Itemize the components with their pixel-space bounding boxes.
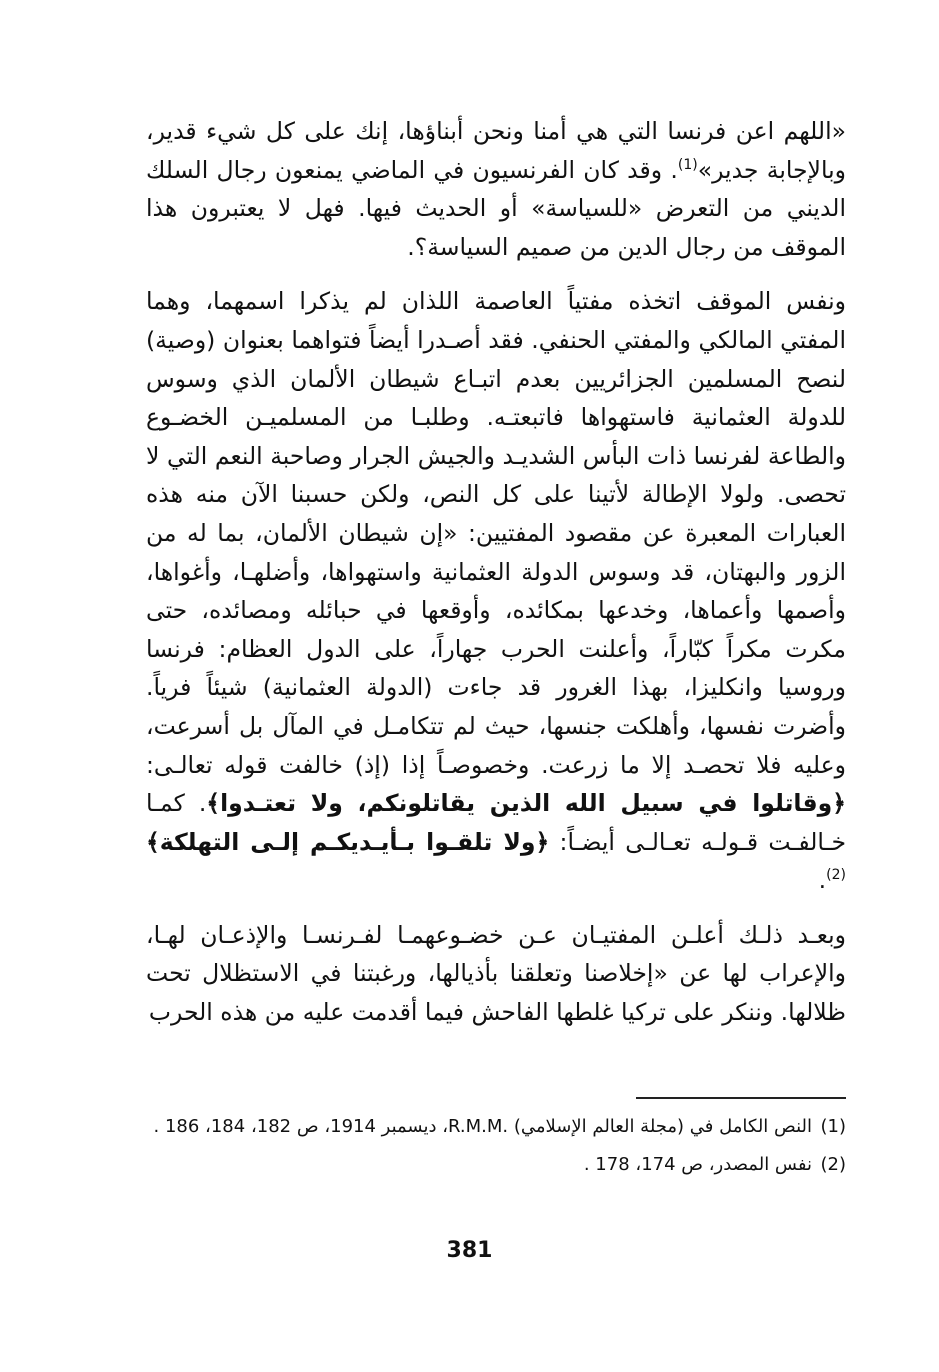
- paragraph-3: [146, 916, 846, 1032]
- paragraph-2-middle: . كمـا خـالفـت قـولـه تعـالـى أيضـاً:: [146, 789, 846, 856]
- paragraph-1-continuation: . وقد كان الفرنسيون في الماضي يمنعون رجال السلك الديني من التعرض «للسياسة» أو الحديث فيها. فهل لا يعتبرون هذا الموقف من رجال الدين من صميم السياسة؟.: [146, 155, 846, 261]
- paragraph-3-text: وبعـد ذلـك أعلـن المفتيـان عـن خضـوعهمـا لفـرنسـا والإذعـان لهـا، والإعراب لها عن «إخلاصنا وتعلقنا بأذيالها، ورغبتنا في الاستظلال تحت ظلالها. وننكر على تركيا غلطها الفاحش فيما أقدمت عليه من هذه الحرب: [146, 920, 846, 1027]
- paragraph-2-end: .: [818, 866, 827, 895]
- footnotes: [146, 1112, 846, 1188]
- footnote-ref-1: (1): [677, 156, 698, 173]
- footnote-text: النص الكامل في (مجلة العالم الإسلامي) .R.M.M، ديسمبر 1914، ص 182، 184، 186 .: [153, 1116, 812, 1137]
- footnote-1: [146, 1112, 846, 1142]
- footnote-divider: [636, 1097, 846, 1099]
- page-number: 381: [446, 1238, 493, 1263]
- footnote-ref-2: (2): [826, 867, 846, 884]
- quran-quote-1: ﴿وقاتلوا في سبيل الله الذين يقاتلونكم، ولا تعتـدوا﴾: [206, 789, 847, 818]
- paragraph-1: [146, 112, 846, 266]
- footnote-number: (1): [820, 1116, 846, 1137]
- footnote-number: (2): [820, 1154, 846, 1175]
- paragraph-2-text: ونفس الموقف اتخذه مفتياً العاصمة اللذان لم يذكرا اسمهما، وهما المفتي المالكي والمفتي الحنفي. فقد أصـدرا أيضاً فتواهما بعنوان (وصية) لنصح المسلمين الجزائريين بعدم اتبـاع شيطان الألمان الذي وسوس للدولة العثمانية فاستهواها فاتبعتـه. وطلبـا من المسلميـن الخضـوع والطاعة لفرنسا ذات البأس الشديـد والجيش الجرار وصاحبة النعم التي لا تحصى. ولولا الإطالة لأتينا على كل النص، ولكن حسبنا الآن منه هذه العبارات المعبرة عن مقصود المفتيين: «إن شيطان الألمان، بما له من الزور والبهتان، قد وسوس الدولة العثمانية واستهواها، وأضلهـا، وأغواها، وأصمها وأعماها، وخدعها بمكائده، وأوقعها في حبائله ومصائده، حتى مكرت مكراً كبّاراً، وأعلنت الحرب جهاراً، على الدول العظام: فرنسا وروسيا وانكليزا، بهذا الغرور قد جاءت (الدولة العثمانية) شيئاً فرياً. وأضرت نفسها، وأهلكت جنسها، حيث لم تتكامـل في المآل بل أسرعت، وعليه فلا تحصـد إلا ما زرعت. وخصوصـاً إذا (إذ) خالفت قوله تعالـى:: [146, 287, 846, 779]
- paragraph-2: [146, 282, 846, 900]
- main-text: [146, 112, 846, 1032]
- footnote-text: نفس المصدر، ص 174، 178 .: [583, 1154, 812, 1175]
- paragraph-1-text: «اللهم اعن فرنسا التي هي أمنا ونحن أبناؤها، إنك على كل شيء قدير، وبالإجابة جدير»: [146, 117, 847, 184]
- footnote-2: [146, 1150, 846, 1180]
- quran-quote-2: ﴿ولا تلقـوا بـأيـديكـم إلـى التهلكة﴾: [146, 827, 550, 856]
